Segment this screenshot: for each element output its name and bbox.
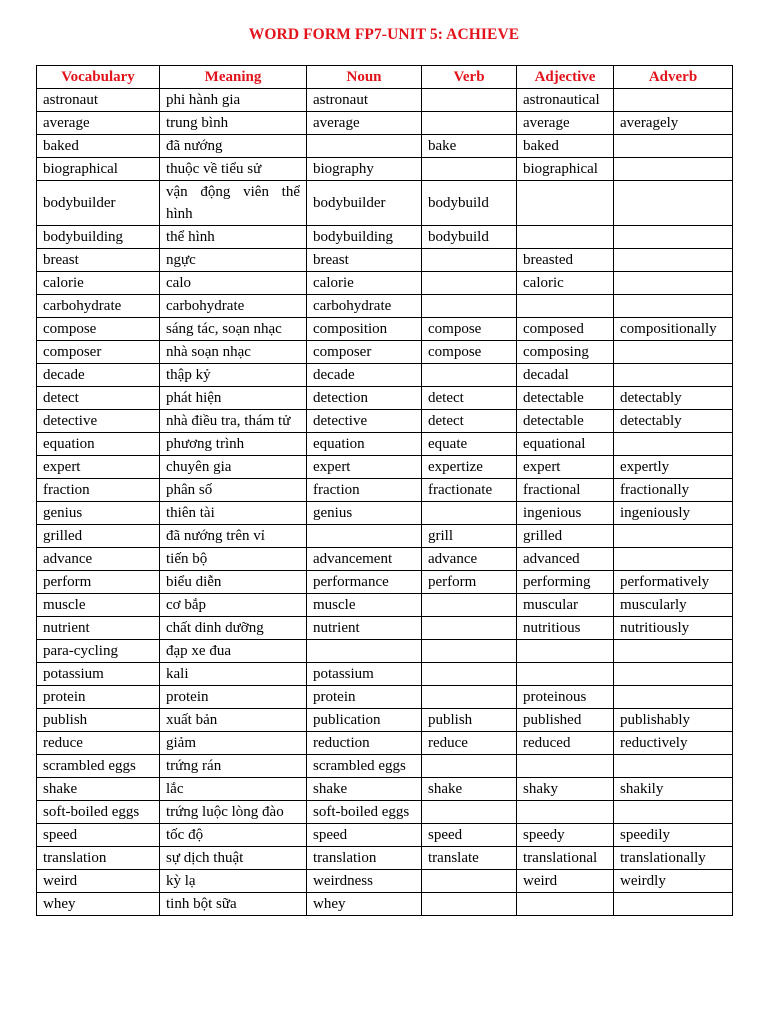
verb-cell	[422, 870, 517, 893]
meaning-cell: chuyên gia	[160, 456, 307, 479]
adverb-cell: speedily	[614, 824, 733, 847]
column-header-noun: Noun	[307, 66, 422, 89]
meaning-cell: thuộc về tiểu sử	[160, 158, 307, 181]
vocabulary-cell: compose	[37, 318, 160, 341]
adverb-cell	[614, 295, 733, 318]
verb-cell: bodybuild	[422, 181, 517, 226]
verb-cell	[422, 663, 517, 686]
table-row	[37, 249, 733, 272]
meaning-cell: thiên tài	[160, 502, 307, 525]
verb-cell: compose	[422, 318, 517, 341]
noun-cell: potassium	[307, 663, 422, 686]
noun-cell: composition	[307, 318, 422, 341]
adjective-cell: caloric	[517, 272, 614, 295]
column-header-vocabulary: Vocabulary	[37, 66, 160, 89]
adjective-cell	[517, 663, 614, 686]
table-row	[37, 548, 733, 571]
verb-cell: reduce	[422, 732, 517, 755]
adverb-cell: detectably	[614, 410, 733, 433]
table-row	[37, 433, 733, 456]
verb-cell: fractionate	[422, 479, 517, 502]
meaning-cell: phi hành gia	[160, 89, 307, 112]
table-row	[37, 479, 733, 502]
noun-cell: translation	[307, 847, 422, 870]
noun-cell: carbohydrate	[307, 295, 422, 318]
noun-cell: composer	[307, 341, 422, 364]
table-row	[37, 663, 733, 686]
verb-cell: expertize	[422, 456, 517, 479]
noun-cell: publication	[307, 709, 422, 732]
verb-cell	[422, 295, 517, 318]
vocabulary-cell: fraction	[37, 479, 160, 502]
noun-cell	[307, 135, 422, 158]
vocabulary-cell: calorie	[37, 272, 160, 295]
verb-cell: perform	[422, 571, 517, 594]
verb-cell: translate	[422, 847, 517, 870]
vocabulary-cell: composer	[37, 341, 160, 364]
verb-cell	[422, 686, 517, 709]
meaning-cell: sáng tác, soạn nhạc	[160, 318, 307, 341]
word-form-table	[36, 65, 733, 916]
noun-cell: astronaut	[307, 89, 422, 112]
table-body	[37, 89, 733, 916]
adjective-cell	[517, 755, 614, 778]
vocabulary-cell: nutrient	[37, 617, 160, 640]
noun-cell: bodybuilding	[307, 226, 422, 249]
meaning-cell: đã nướng trên vỉ	[160, 525, 307, 548]
meaning-cell: phương trình	[160, 433, 307, 456]
vocabulary-cell: carbohydrate	[37, 295, 160, 318]
adjective-cell	[517, 801, 614, 824]
adverb-cell	[614, 433, 733, 456]
noun-cell: scrambled eggs	[307, 755, 422, 778]
adjective-cell: composed	[517, 318, 614, 341]
noun-cell: detective	[307, 410, 422, 433]
vocabulary-cell: detective	[37, 410, 160, 433]
table-row	[37, 272, 733, 295]
verb-cell	[422, 755, 517, 778]
adjective-cell	[517, 640, 614, 663]
adverb-cell: compositionally	[614, 318, 733, 341]
noun-cell: decade	[307, 364, 422, 387]
verb-cell: advance	[422, 548, 517, 571]
adjective-cell: average	[517, 112, 614, 135]
verb-cell: grill	[422, 525, 517, 548]
meaning-cell: trứng rán	[160, 755, 307, 778]
verb-cell	[422, 801, 517, 824]
column-header-adverb: Adverb	[614, 66, 733, 89]
noun-cell: fraction	[307, 479, 422, 502]
noun-cell: reduction	[307, 732, 422, 755]
adverb-cell: performatively	[614, 571, 733, 594]
adverb-cell	[614, 755, 733, 778]
adjective-cell	[517, 295, 614, 318]
vocabulary-cell: biographical	[37, 158, 160, 181]
table-row	[37, 226, 733, 249]
meaning-cell: giảm	[160, 732, 307, 755]
adverb-cell	[614, 89, 733, 112]
meaning-cell: sự dịch thuật	[160, 847, 307, 870]
meaning-cell: nhà soạn nhạc	[160, 341, 307, 364]
table-row	[37, 640, 733, 663]
adverb-cell: expertly	[614, 456, 733, 479]
table-row	[37, 456, 733, 479]
table-row	[37, 870, 733, 893]
table-row	[37, 893, 733, 916]
verb-cell: shake	[422, 778, 517, 801]
meaning-cell: carbohydrate	[160, 295, 307, 318]
noun-cell: average	[307, 112, 422, 135]
adjective-cell: expert	[517, 456, 614, 479]
adverb-cell	[614, 686, 733, 709]
noun-cell: soft-boiled eggs	[307, 801, 422, 824]
adjective-cell: detectable	[517, 410, 614, 433]
adjective-cell: fractional	[517, 479, 614, 502]
meaning-cell: phân số	[160, 479, 307, 502]
adjective-cell: baked	[517, 135, 614, 158]
adjective-cell: grilled	[517, 525, 614, 548]
vocabulary-cell: shake	[37, 778, 160, 801]
noun-cell: breast	[307, 249, 422, 272]
adverb-cell	[614, 548, 733, 571]
adjective-cell: weird	[517, 870, 614, 893]
vocabulary-cell: grilled	[37, 525, 160, 548]
table-row	[37, 89, 733, 112]
meaning-cell: ngực	[160, 249, 307, 272]
vocabulary-cell: genius	[37, 502, 160, 525]
verb-cell: detect	[422, 410, 517, 433]
adverb-cell	[614, 226, 733, 249]
noun-cell: shake	[307, 778, 422, 801]
verb-cell: speed	[422, 824, 517, 847]
meaning-cell: kỳ lạ	[160, 870, 307, 893]
verb-cell: publish	[422, 709, 517, 732]
noun-cell: biography	[307, 158, 422, 181]
meaning-cell: tiến bộ	[160, 548, 307, 571]
noun-cell: advancement	[307, 548, 422, 571]
vocabulary-cell: average	[37, 112, 160, 135]
adverb-cell: ingeniously	[614, 502, 733, 525]
meaning-cell: đạp xe đua	[160, 640, 307, 663]
adverb-cell	[614, 158, 733, 181]
verb-cell	[422, 594, 517, 617]
adjective-cell: translational	[517, 847, 614, 870]
adverb-cell	[614, 364, 733, 387]
adjective-cell: nutritious	[517, 617, 614, 640]
noun-cell: nutrient	[307, 617, 422, 640]
vocabulary-cell: advance	[37, 548, 160, 571]
adverb-cell: muscularly	[614, 594, 733, 617]
adverb-cell	[614, 181, 733, 226]
noun-cell: detection	[307, 387, 422, 410]
adjective-cell: equational	[517, 433, 614, 456]
table-row	[37, 847, 733, 870]
table-row	[37, 686, 733, 709]
table-row	[37, 502, 733, 525]
table-row	[37, 181, 733, 226]
verb-cell	[422, 617, 517, 640]
vocabulary-cell: soft-boiled eggs	[37, 801, 160, 824]
adjective-cell: published	[517, 709, 614, 732]
vocabulary-cell: potassium	[37, 663, 160, 686]
meaning-cell: tốc độ	[160, 824, 307, 847]
column-header-adjective: Adjective	[517, 66, 614, 89]
adjective-cell: shaky	[517, 778, 614, 801]
table-row	[37, 318, 733, 341]
verb-cell	[422, 364, 517, 387]
vocabulary-cell: publish	[37, 709, 160, 732]
meaning-cell: lắc	[160, 778, 307, 801]
verb-cell	[422, 272, 517, 295]
table-row	[37, 824, 733, 847]
adjective-cell: biographical	[517, 158, 614, 181]
meaning-cell: thập kỷ	[160, 364, 307, 387]
vocabulary-cell: protein	[37, 686, 160, 709]
vocabulary-cell: astronaut	[37, 89, 160, 112]
meaning-cell: chất dinh dưỡng	[160, 617, 307, 640]
column-header-meaning: Meaning	[160, 66, 307, 89]
adverb-cell	[614, 249, 733, 272]
noun-cell: protein	[307, 686, 422, 709]
noun-cell: calorie	[307, 272, 422, 295]
vocabulary-cell: whey	[37, 893, 160, 916]
vocabulary-cell: equation	[37, 433, 160, 456]
table-row	[37, 778, 733, 801]
noun-cell	[307, 525, 422, 548]
meaning-cell: phát hiện	[160, 387, 307, 410]
vocabulary-cell: muscle	[37, 594, 160, 617]
adverb-cell: reductively	[614, 732, 733, 755]
noun-cell: weirdness	[307, 870, 422, 893]
adjective-cell: composing	[517, 341, 614, 364]
table-row	[37, 135, 733, 158]
verb-cell: bodybuild	[422, 226, 517, 249]
verb-cell: compose	[422, 341, 517, 364]
vocabulary-cell: translation	[37, 847, 160, 870]
adverb-cell: translationally	[614, 847, 733, 870]
table-row	[37, 112, 733, 135]
vocabulary-cell: decade	[37, 364, 160, 387]
noun-cell: speed	[307, 824, 422, 847]
adjective-cell: decadal	[517, 364, 614, 387]
vocabulary-cell: weird	[37, 870, 160, 893]
table-row	[37, 341, 733, 364]
table-row	[37, 525, 733, 548]
table-row	[37, 732, 733, 755]
vocabulary-cell: detect	[37, 387, 160, 410]
noun-cell	[307, 640, 422, 663]
table-row	[37, 410, 733, 433]
adverb-cell	[614, 135, 733, 158]
verb-cell	[422, 502, 517, 525]
meaning-cell: xuất bản	[160, 709, 307, 732]
table-row	[37, 755, 733, 778]
meaning-cell: đã nướng	[160, 135, 307, 158]
verb-cell: bake	[422, 135, 517, 158]
noun-cell: bodybuilder	[307, 181, 422, 226]
meaning-cell: trứng luộc lòng đào	[160, 801, 307, 824]
adjective-cell: speedy	[517, 824, 614, 847]
vocabulary-cell: speed	[37, 824, 160, 847]
adjective-cell: astronautical	[517, 89, 614, 112]
table-row	[37, 295, 733, 318]
adverb-cell	[614, 663, 733, 686]
vocabulary-cell: reduce	[37, 732, 160, 755]
adverb-cell	[614, 640, 733, 663]
verb-cell: detect	[422, 387, 517, 410]
meaning-cell: tinh bột sữa	[160, 893, 307, 916]
adverb-cell: publishably	[614, 709, 733, 732]
adverb-cell: fractionally	[614, 479, 733, 502]
table-row	[37, 594, 733, 617]
adjective-cell: muscular	[517, 594, 614, 617]
adjective-cell: ingenious	[517, 502, 614, 525]
verb-cell: equate	[422, 433, 517, 456]
adjective-cell: performing	[517, 571, 614, 594]
vocabulary-cell: perform	[37, 571, 160, 594]
vocabulary-cell: expert	[37, 456, 160, 479]
vocabulary-cell: breast	[37, 249, 160, 272]
adverb-cell: nutritiously	[614, 617, 733, 640]
vocabulary-cell: scrambled eggs	[37, 755, 160, 778]
adjective-cell	[517, 226, 614, 249]
adjective-cell	[517, 893, 614, 916]
noun-cell: equation	[307, 433, 422, 456]
adverb-cell	[614, 801, 733, 824]
table-row	[37, 158, 733, 181]
meaning-cell: cơ bắp	[160, 594, 307, 617]
adjective-cell	[517, 181, 614, 226]
adverb-cell: weirdly	[614, 870, 733, 893]
vocabulary-cell: bodybuilder	[37, 181, 160, 226]
adverb-cell	[614, 525, 733, 548]
verb-cell	[422, 249, 517, 272]
meaning-cell: biểu diễn	[160, 571, 307, 594]
adjective-cell: breasted	[517, 249, 614, 272]
verb-cell	[422, 89, 517, 112]
meaning-cell: thể hình	[160, 226, 307, 249]
vocabulary-cell: baked	[37, 135, 160, 158]
table-row	[37, 387, 733, 410]
table-row	[37, 709, 733, 732]
verb-cell	[422, 893, 517, 916]
vocabulary-cell: para-cycling	[37, 640, 160, 663]
adverb-cell: averagely	[614, 112, 733, 135]
adverb-cell	[614, 893, 733, 916]
column-header-verb: Verb	[422, 66, 517, 89]
table-row	[37, 571, 733, 594]
noun-cell: genius	[307, 502, 422, 525]
verb-cell	[422, 158, 517, 181]
meaning-cell: nhà điều tra, thám tử	[160, 410, 307, 433]
adverb-cell	[614, 341, 733, 364]
adjective-cell: detectable	[517, 387, 614, 410]
noun-cell: whey	[307, 893, 422, 916]
meaning-cell: vận động viên thể hình	[160, 181, 307, 226]
adjective-cell: proteinous	[517, 686, 614, 709]
table-row	[37, 364, 733, 387]
noun-cell: performance	[307, 571, 422, 594]
meaning-cell: calo	[160, 272, 307, 295]
adjective-cell: reduced	[517, 732, 614, 755]
adverb-cell: detectably	[614, 387, 733, 410]
meaning-cell: kali	[160, 663, 307, 686]
table-row	[37, 617, 733, 640]
adjective-cell: advanced	[517, 548, 614, 571]
adverb-cell: shakily	[614, 778, 733, 801]
meaning-cell: protein	[160, 686, 307, 709]
table-row	[37, 801, 733, 824]
meaning-cell: trung bình	[160, 112, 307, 135]
verb-cell	[422, 112, 517, 135]
adverb-cell	[614, 272, 733, 295]
verb-cell	[422, 640, 517, 663]
page-title: WORD FORM FP7-UNIT 5: ACHIEVE	[248, 26, 520, 43]
noun-cell: expert	[307, 456, 422, 479]
table-header-row	[37, 66, 733, 89]
noun-cell: muscle	[307, 594, 422, 617]
vocabulary-cell: bodybuilding	[37, 226, 160, 249]
